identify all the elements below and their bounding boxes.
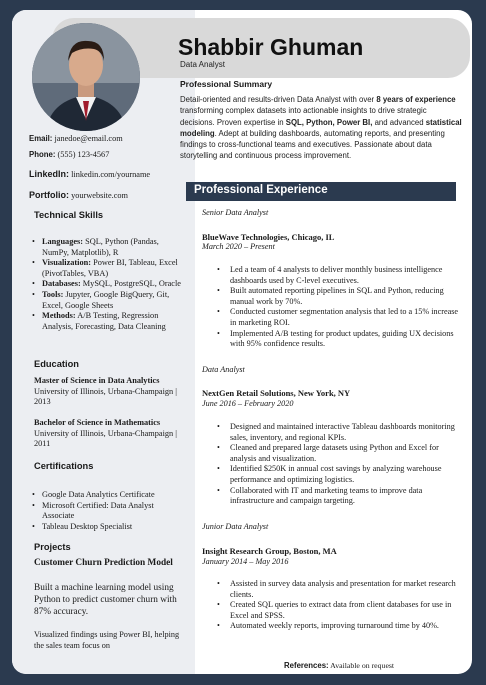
list-item: • Identified $250K in annual cost savings by analyzing warehouse performance and optimizing logistics. [230,464,462,485]
list-item: • Automated weekly reports, improving turnaround time by 40%. [230,621,462,632]
list-item: • Implemented A/B testing for product updates, guiding UX decisions with 95% confidence results. [230,329,462,350]
job-bullets [230,422,462,507]
list-item: • Cleaned and prepared large datasets using Python and Excel for analysis and visualization. [230,443,462,464]
skill-text: SQL, Python (Pandas, NumPy, Matplotlib), R [42,237,159,257]
phone-value: (555) 123-4567 [57,150,110,159]
references [284,661,394,670]
summary-heading: Professional Summary [180,79,273,89]
list-item [32,290,182,311]
project-description: Built a machine learning model using Python to predict customer churn with 87% accuracy. [34,583,177,617]
degree-name: Master of Science in Data Analytics [34,376,160,385]
job-company: BlueWave Technologies, Chicago, IL [202,232,335,242]
job-bullets [230,579,462,632]
skill-label: Languages: [42,237,84,246]
skill-label: Tools: [42,289,64,299]
education-entry [34,418,184,450]
project-title: Customer Churn Prediction Model [34,558,173,568]
summary-text [180,94,462,162]
list-item: • Created SQL queries to extract data from client databases for use in Excel and SPSS. [230,600,462,621]
education-heading: Education [34,359,79,369]
resume-sheet [12,10,472,674]
list-item: • Tableau Desktop Specialist [32,522,182,533]
list-item: • Google Data Analytics Certificate [32,490,182,501]
contact-linkedin [29,169,150,179]
projects-heading: Projects [34,542,71,552]
skills-list [32,237,182,332]
skill-label: Visualization: [42,258,92,268]
skill-text: Jupyter, Google BigQuery, Git, Excel, Google Sheets [42,289,170,310]
summary-part: transforming complex datasets into actionable insights to drive strategic decisions. Proven expertise in [180,106,427,127]
list-item: • Designed and maintained interactive Tableau dashboards monitoring sales, inventory, and regional KPIs. [230,422,462,443]
job-dates: January 2014 – May 2016 [202,557,289,566]
phone-label: Phone: [29,150,56,159]
profile-photo [32,23,140,131]
summary-part: . Adept at building dashboards, automating reports, and presenting findings to cross-functional teams and executives. Passionate about data storytelling and continuous process improvement. [180,128,445,161]
skill-label: Databases: [42,279,81,289]
school-name: University of Illinois, Urbana-Champaign | 2013 [34,386,177,407]
profile-photo-image [32,23,140,131]
list-item [32,279,182,290]
skill-text: MySQL, PostgreSQL, Oracle [80,279,181,289]
job-role: Junior Data Analyst [202,522,269,531]
certifications-list [32,490,182,532]
skills-heading: Technical Skills [34,210,104,220]
job-role: Data Analyst [202,365,245,374]
list-item: • Collaborated with IT and marketing teams to improve data infrastructure and campaign targeting. [230,486,462,507]
email-label: Email: [29,134,53,143]
summary-emphasis: SQL, Python, Power BI, [285,117,373,127]
email-value[interactable]: janedoe@email.com [54,134,123,143]
job-dates: June 2016 – February 2020 [202,399,294,408]
references-text: Available on request [328,661,395,670]
job-dates: March 2020 – Present [202,242,275,251]
list-item [32,258,182,279]
candidate-title: Data Analyst [180,60,225,69]
education-entry [34,376,184,408]
job-bullets [230,265,462,350]
portfolio-label: Portfolio: [29,190,69,200]
skill-label: Methods: [42,311,76,321]
list-item: • Assisted in survey data analysis and presentation for market research clients. [230,579,462,600]
portfolio-value[interactable]: yourwebsite.com [71,191,128,200]
contact-portfolio [29,190,128,200]
job-company: NextGen Retail Solutions, New York, NY [202,388,351,398]
contact-phone [29,150,109,159]
list-item [32,237,182,258]
experience-heading: Professional Experience [194,184,328,196]
skill-text: Power BI, Tableau, Excel (PivotTables, VBA) [42,258,178,278]
list-item: • Microsoft Certified: Data Analyst Associate [32,501,182,522]
certifications-heading: Certifications [34,461,94,471]
references-label: References: [284,661,329,670]
summary-emphasis: 8 years of experience [376,95,456,104]
job-company: Insight Research Group, Boston, MA [202,546,337,556]
skill-text: A/B Testing, Regression Analysis, Forecasting, Data Cleaning [42,311,166,331]
candidate-name: Shabbir Ghuman [178,34,364,60]
school-name: University of Illinois, Urbana-Champaign | 2011 [34,428,177,449]
list-item: • Led a team of 4 analysts to deliver monthly business intelligence dashboards used by C-level executives. [230,265,462,286]
summary-emphasis: statistical modeling [180,117,462,138]
linkedin-value[interactable]: linkedin.com/yourname [71,170,151,179]
list-item: • Built automated reporting pipelines in SQL and Python, reducing manual work by 70%. [230,286,462,307]
degree-name: Bachelor of Science in Mathematics [34,418,161,427]
summary-part: and advanced [372,117,426,127]
summary-part: Detail-oriented and results-driven Data Analyst with over [180,95,377,104]
list-item: • Conducted customer segmentation analysis that led to a 15% increase in marketing ROI. [230,307,462,328]
experience-heading-bar [186,182,456,201]
contact-email [29,134,123,143]
list-item [32,311,182,332]
project-description-2: Visualized findings using Power BI, helping the sales team focus on [34,630,180,650]
linkedin-label: LinkedIn: [29,169,69,179]
job-role: Senior Data Analyst [202,208,269,217]
